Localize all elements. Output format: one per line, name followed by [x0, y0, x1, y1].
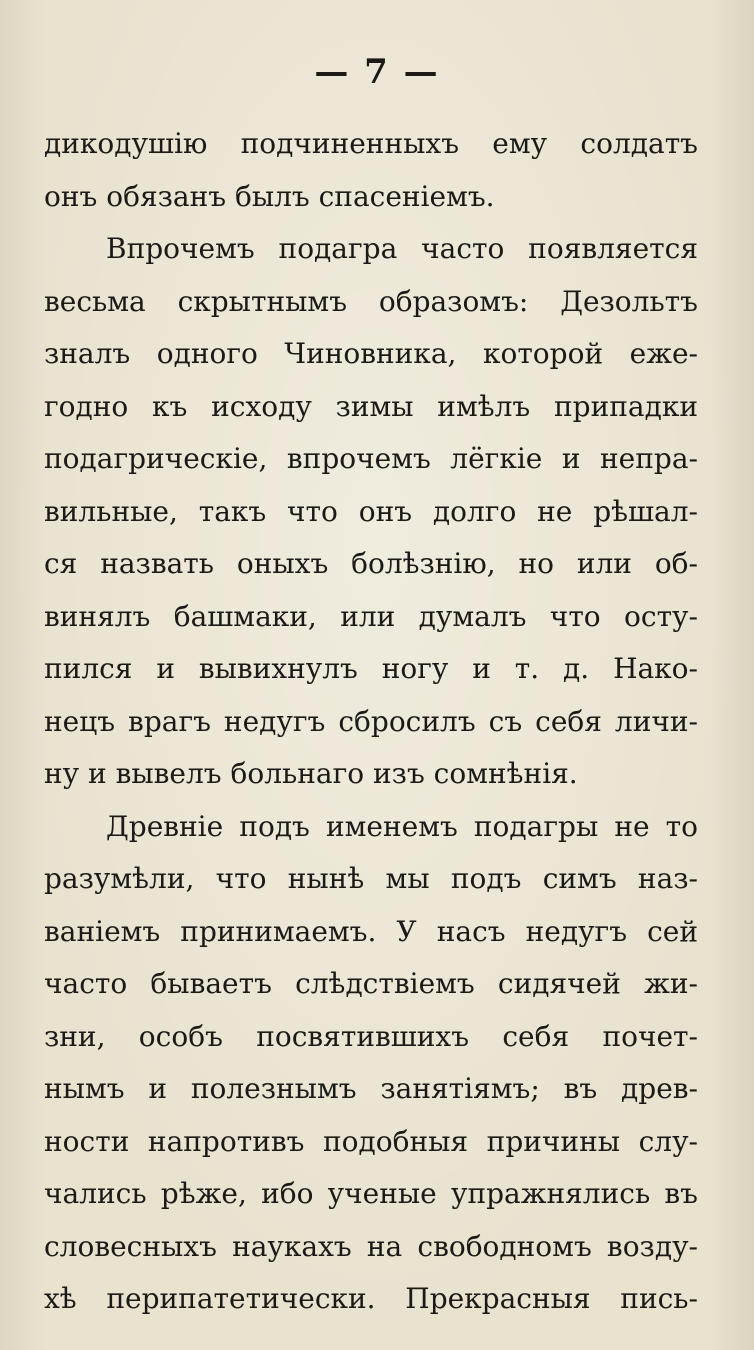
text-line: ся назвать оныхъ болѣзнiю, но или об-: [44, 547, 698, 580]
text-line: нецъ врагъ недугъ сбросилъ съ себя личи-: [44, 704, 698, 738]
page-number: — 7 —: [314, 52, 440, 92]
text-line: чались рѣже, ибо ученые упражнялись въ: [44, 1177, 698, 1210]
text-line: разумѣли, что нынѣ мы подъ симъ наз-: [44, 862, 698, 895]
text-line: ванiемъ принимаемъ. У насъ недугъ сей: [44, 914, 698, 948]
text-line: ности напротивъ подобныя причины слу-: [44, 1124, 698, 1158]
text-line: винялъ башмаки, или думалъ что осту-: [44, 599, 698, 633]
text-line: онъ обязанъ былъ спасенiемъ.: [44, 179, 495, 213]
text-line: пился и вывихнулъ ногу и т. д. Нако-: [44, 652, 698, 685]
text-line: годно къ исходу зимы имѣлъ припадки: [44, 389, 698, 423]
text-line: вильные, такъ что онъ долго не рѣшал-: [44, 494, 698, 528]
body-text: [44, 118, 698, 1326]
text-line: подагрическiе, впрочемъ лёгкiе и непра-: [44, 442, 698, 475]
text-line: часто бываетъ слѣдствiемъ сидячей жи-: [44, 967, 698, 1000]
text-line: словесныхъ наукахъ на свободномъ возду-: [44, 1229, 698, 1263]
text-line: ну и вывелъ больнаго изъ сомнѣнiя.: [44, 757, 578, 790]
text-line: зни, особъ посвятившихъ себя почет-: [44, 1019, 698, 1053]
text-line: Древнiе подъ именемъ подагры не то: [106, 809, 698, 843]
text-line: хѣ перипатетически. Прекрасныя пись-: [44, 1282, 698, 1315]
text-line: нымъ и полезнымъ занятiямъ; въ древ-: [44, 1072, 698, 1105]
text-line: Впрочемъ подагра часто появляется: [106, 232, 698, 265]
text-line: дикодушiю подчиненныхъ ему солдатъ: [44, 127, 698, 160]
text-line: зналъ одного Чиновника, которой еже-: [44, 337, 698, 370]
text-line: весьма скрытнымъ образомъ: Дезольтъ: [44, 284, 698, 318]
